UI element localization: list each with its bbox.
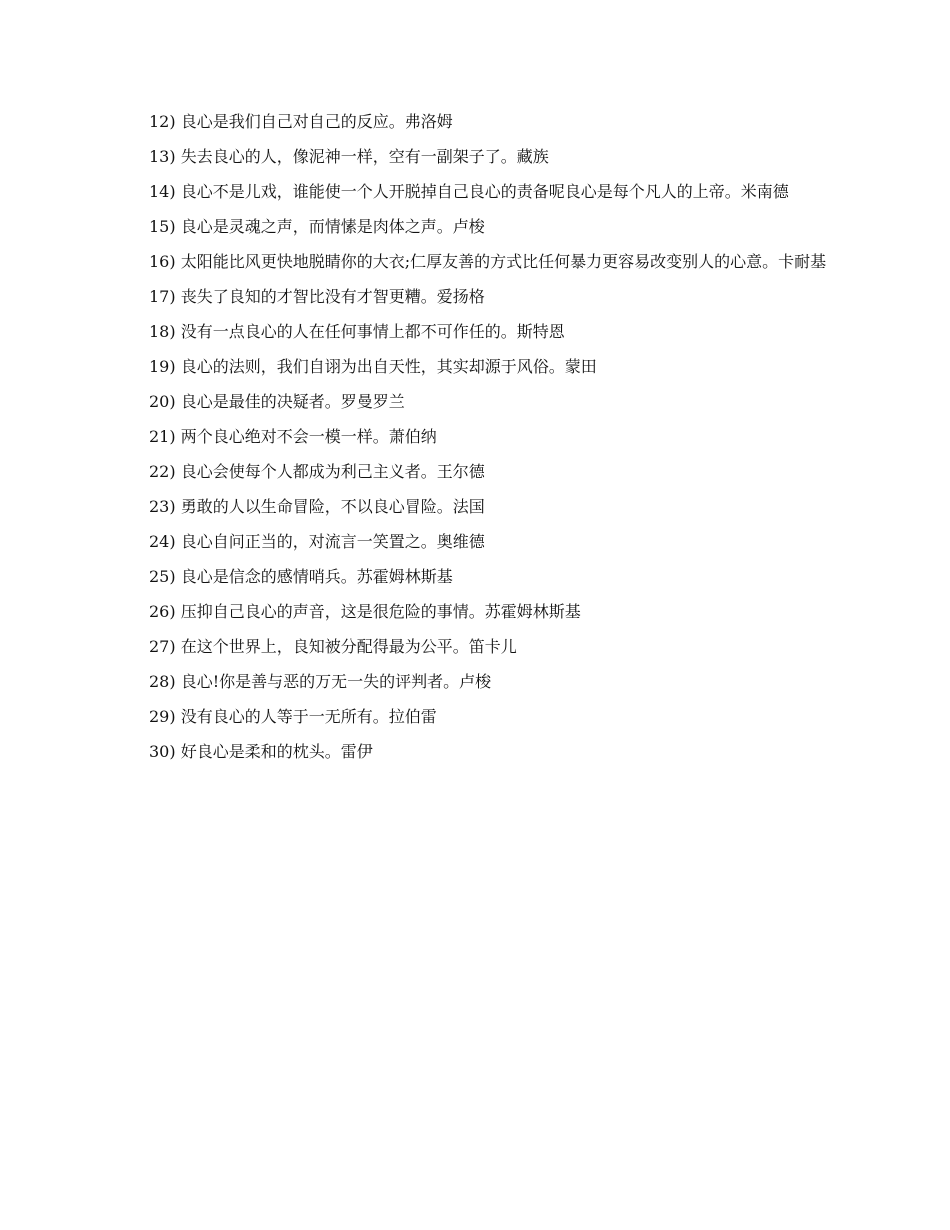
- quote-paragraph: 29) 没有良心的人等于一无所有。拉伯雷: [149, 707, 437, 726]
- document-body: [113, 112, 841, 777]
- quote-paragraph: 16) 太阳能比风更快地脱睛你的大衣;仁厚友善的方式比任何暴力更容易改变别人的心意。卡耐基: [149, 252, 827, 271]
- quote-paragraph: 17) 丧失了良知的才智比没有才智更糟。爱扬格: [149, 287, 485, 306]
- quote-paragraph: 13) 失去良心的人，像泥神一样，空有一副架子了。藏族: [149, 147, 549, 166]
- quote-paragraph: 27) 在这个世界上，良知被分配得最为公平。笛卡儿: [149, 637, 517, 656]
- quote-paragraph: 23) 勇敢的人以生命冒险，不以良心冒险。法国: [149, 497, 485, 516]
- quote-paragraph: 28) 良心!你是善与恶的万无一失的评判者。卢梭: [149, 672, 492, 691]
- quote-paragraph: 22) 良心会使每个人都成为利己主义者。王尔德: [149, 462, 485, 481]
- quote-paragraph: 15) 良心是灵魂之声，而情愫是肉体之声。卢梭: [149, 217, 485, 236]
- quote-paragraph: 24) 良心自问正当的，对流言一笑置之。奥维德: [149, 532, 485, 551]
- quote-paragraph: 19) 良心的法则，我们自诩为出自天性，其实却源于风俗。蒙田: [149, 357, 597, 376]
- quote-paragraph: 18) 没有一点良心的人在任何事情上都不可作任的。斯特恩: [149, 322, 565, 341]
- quote-paragraph: 21) 两个良心绝对不会一模一样。萧伯纳: [149, 427, 437, 446]
- quote-paragraph: 20) 良心是最佳的决疑者。罗曼罗兰: [149, 392, 405, 411]
- quote-paragraph: 14) 良心不是儿戏，谁能使一个人开脱掉自己良心的责备呢良心是每个凡人的上帝。米南德: [149, 182, 789, 201]
- quote-paragraph: 12) 良心是我们自己对自己的反应。弗洛姆: [149, 112, 453, 131]
- quote-paragraph: 30) 好良心是柔和的枕头。雷伊: [149, 742, 373, 761]
- quote-paragraph: 26) 压抑自己良心的声音，这是很危险的事情。苏霍姆林斯基: [149, 602, 581, 621]
- quote-paragraph: 25) 良心是信念的感情哨兵。苏霍姆林斯基: [149, 567, 453, 586]
